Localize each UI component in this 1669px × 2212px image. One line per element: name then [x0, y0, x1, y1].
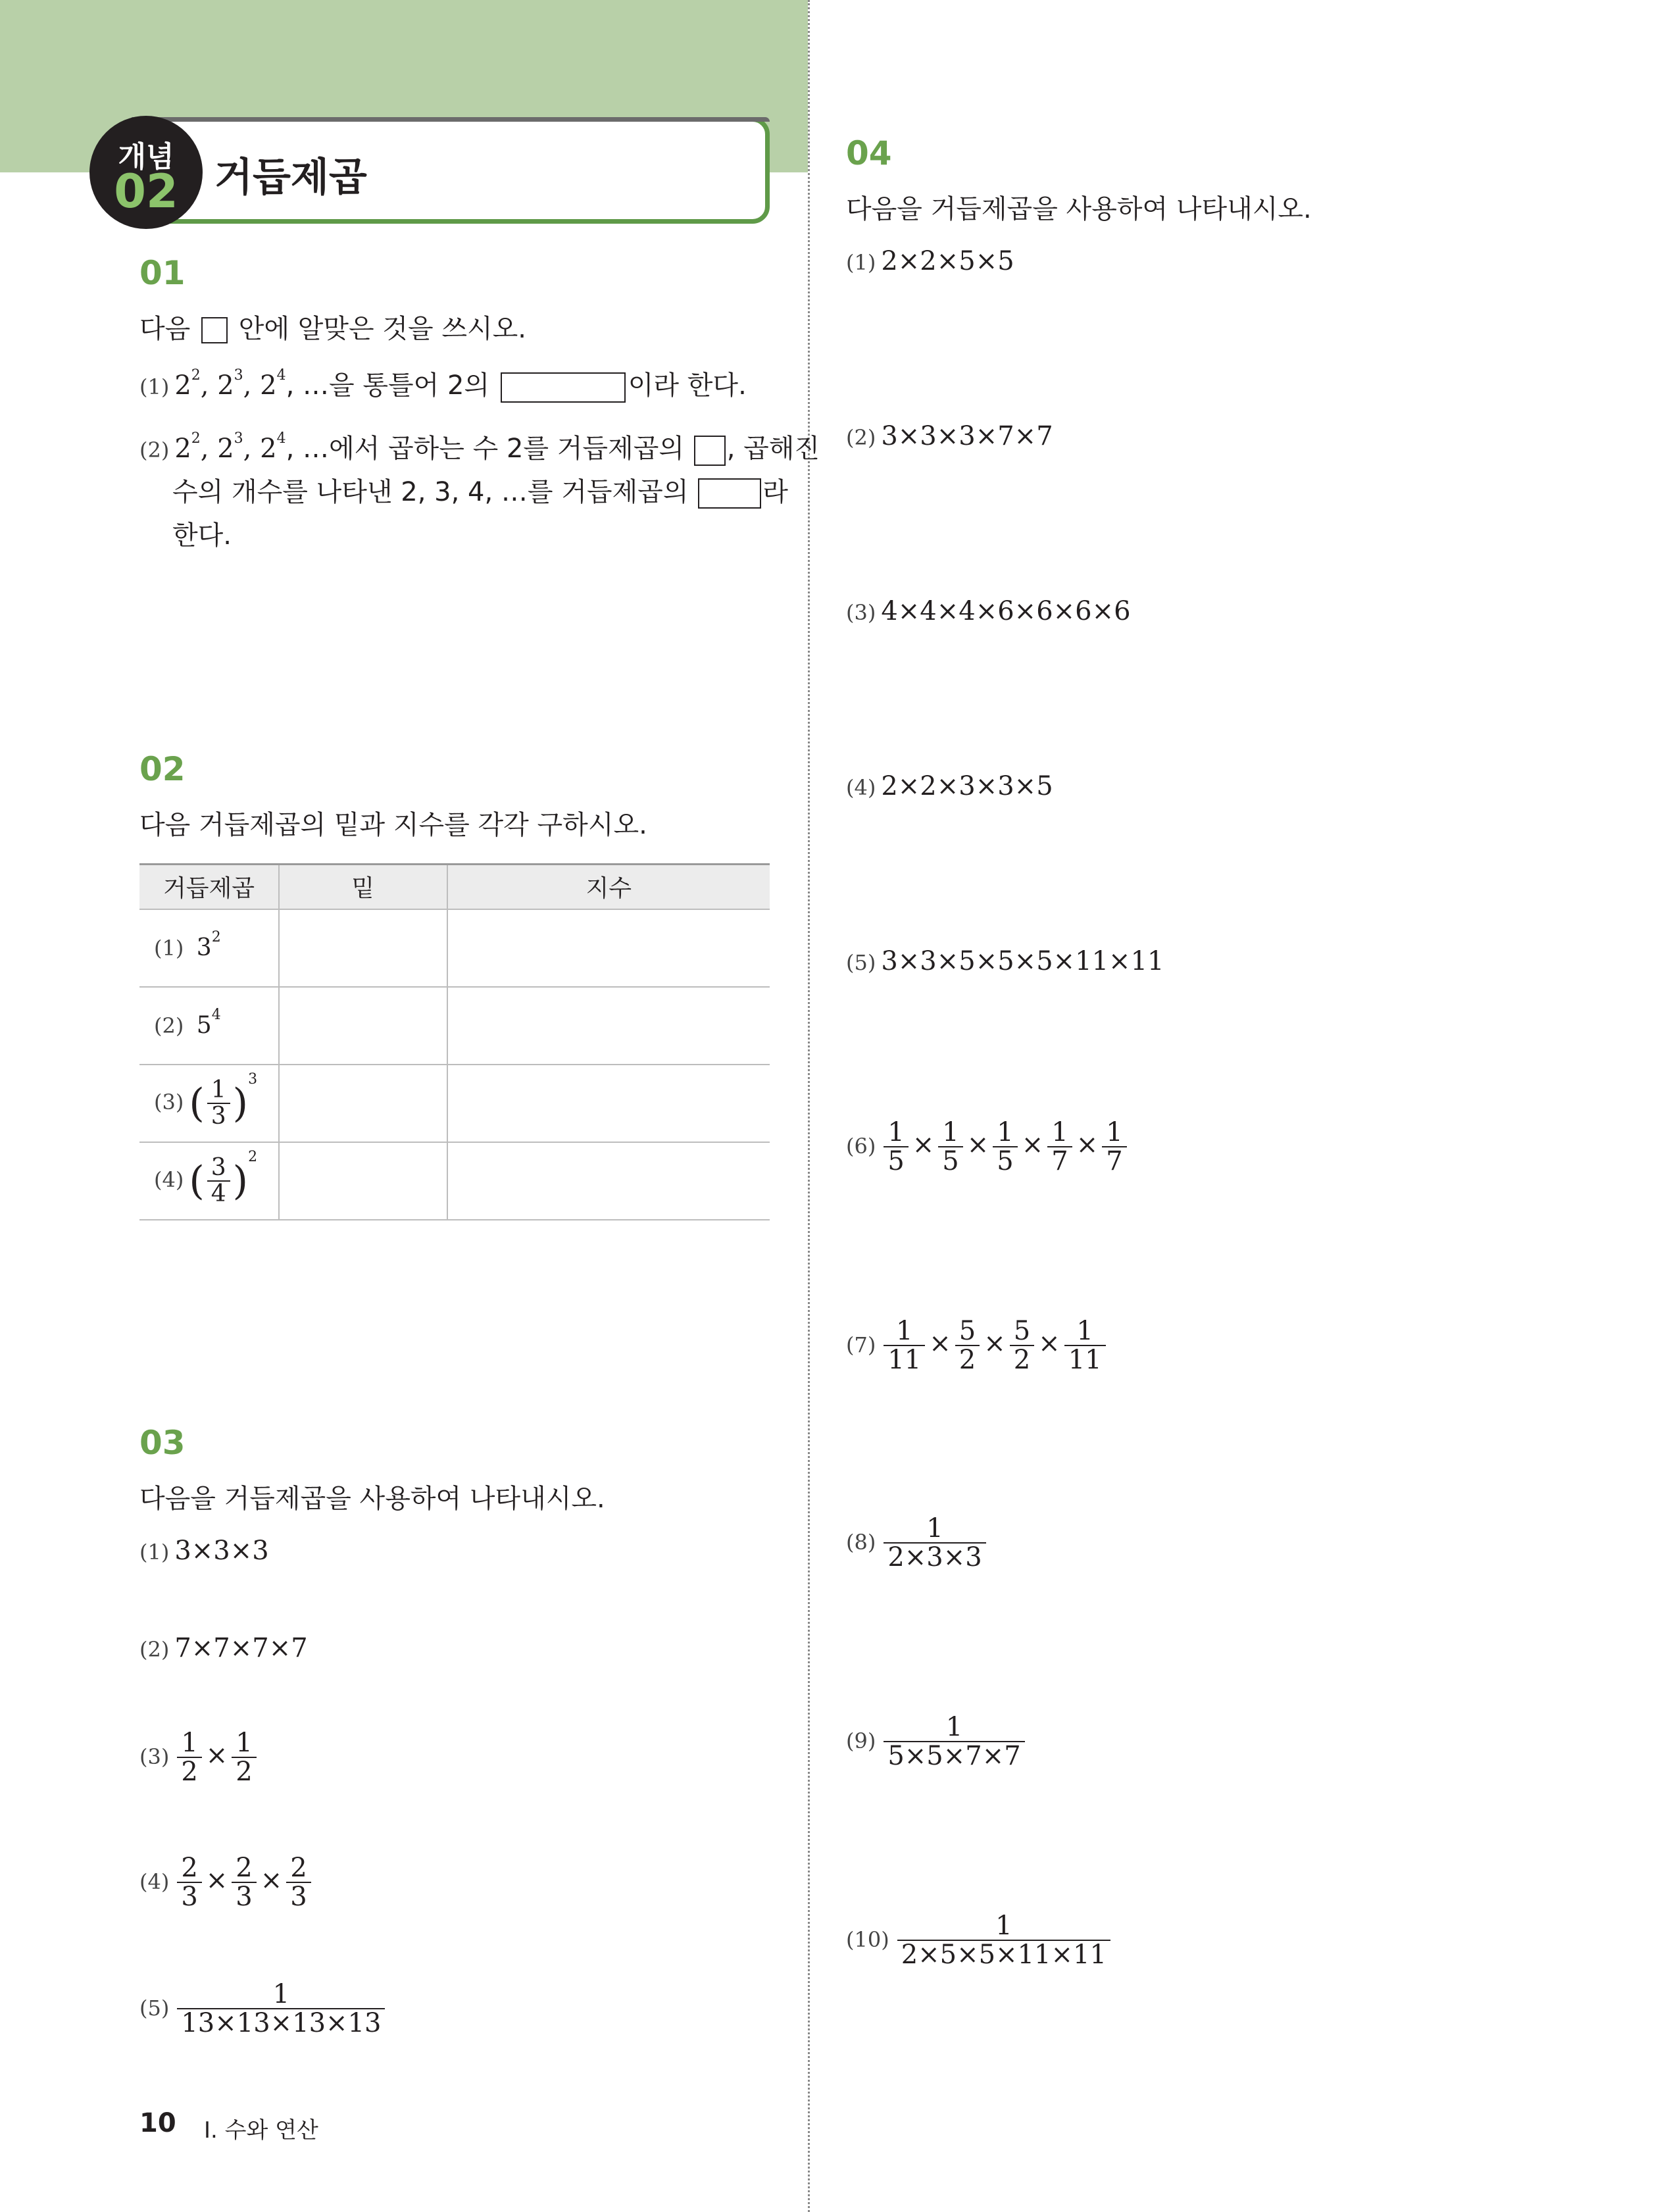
exponent: 3	[234, 430, 243, 447]
denominator: 5	[993, 1146, 1017, 1175]
fraction	[993, 1119, 1017, 1175]
problem-01-q2-line2	[172, 471, 788, 509]
problem-number-02: 02	[139, 750, 186, 788]
q-label: (4)	[139, 1869, 170, 1894]
denominator: 11	[1064, 1345, 1106, 1374]
q-label: (6)	[846, 1134, 876, 1159]
blank-box-icon	[201, 317, 228, 343]
expression: 2×2×5×5	[881, 246, 1014, 276]
answer-blank[interactable]	[501, 372, 626, 403]
fraction	[884, 1515, 985, 1571]
column-divider	[808, 0, 810, 2212]
fraction	[884, 1713, 1024, 1770]
expression: 4×4×4×6×6×6×6	[881, 596, 1131, 626]
exponent: 2	[191, 366, 201, 384]
problem-02-instruction: 다음 거듭제곱의 밑과 지수를 각각 구하시오.	[139, 810, 647, 840]
concept-badge	[89, 116, 203, 229]
q-label: (3)	[139, 1744, 170, 1769]
denominator: 5	[884, 1146, 908, 1175]
answer-blank[interactable]	[698, 478, 761, 509]
fraction	[938, 1119, 962, 1175]
problem-03-q3: (3) $\frac{1}{2}$ × $\frac{1}{2}$	[139, 1729, 259, 1786]
power-table	[139, 863, 770, 1220]
answer-cell[interactable]	[447, 909, 770, 987]
fraction	[177, 1980, 385, 2037]
numerator: 1	[926, 1513, 943, 1544]
numerator: 1	[995, 1911, 1012, 1941]
base: , 2	[243, 434, 277, 464]
q-label: (1)	[139, 1540, 170, 1565]
q-text: 라	[762, 477, 788, 507]
exponent: 3	[248, 1070, 258, 1088]
answer-cell[interactable]	[447, 1142, 770, 1220]
answer-blank[interactable]	[694, 436, 726, 466]
denominator: 5×5×7×7	[884, 1741, 1024, 1770]
fraction	[1047, 1119, 1072, 1175]
q-label: (5)	[139, 1996, 170, 2021]
problem-number-03: 03	[139, 1424, 186, 1462]
base: 2	[174, 434, 191, 464]
numerator: 1	[211, 1076, 226, 1103]
denominator: 2	[177, 1757, 201, 1786]
expression: 2×2×3×3×5	[881, 771, 1053, 801]
base: 5	[196, 1012, 212, 1039]
problem-03-q1	[139, 1536, 269, 1566]
q-text: , 곱해진	[726, 434, 820, 464]
problem-04-q4	[846, 771, 1053, 801]
expression: 3×3×3	[174, 1536, 269, 1566]
numerator: 1	[1051, 1117, 1068, 1147]
numerator: 3	[211, 1153, 226, 1181]
numerator: 1	[181, 1728, 198, 1758]
denominator: 11	[884, 1345, 925, 1374]
fraction	[177, 1729, 201, 1786]
problem-number-04: 04	[846, 134, 892, 172]
answer-cell[interactable]	[447, 1065, 770, 1142]
expression: 7×7×7×7	[174, 1633, 308, 1663]
q-text: , …을 통틀어 2의	[286, 370, 490, 401]
problem-04-q3	[846, 596, 1131, 626]
numerator: 1	[896, 1316, 913, 1346]
q-label: (1)	[846, 250, 876, 275]
exponent: 4	[276, 366, 286, 384]
fraction	[286, 1854, 311, 1911]
denominator: 4	[207, 1180, 230, 1207]
instruction-pre: 다음	[139, 314, 191, 344]
q-label: (9)	[846, 1728, 876, 1753]
problem-04-q7: (7) $\frac{1}{11}$ × $\frac{5}{2}$ × $\frac{5}{2}$ × $\frac{1}{11}$	[846, 1317, 1109, 1374]
table-row: (3) ( $\frac{1}{3}$ )$^3$	[139, 1065, 770, 1142]
numerator: 1	[1106, 1117, 1123, 1147]
numerator: 1	[1076, 1316, 1093, 1346]
denominator: 2×3×3	[884, 1542, 985, 1571]
base: , 2	[200, 434, 234, 464]
exponent: 4	[276, 430, 286, 447]
numerator: 1	[887, 1117, 905, 1147]
q-label: (7)	[846, 1332, 876, 1357]
row-label: (3)	[154, 1089, 184, 1115]
problem-03-q4: (4) $\frac{2}{3}$ × $\frac{2}{3}$ × $\frac{2}{3}$	[139, 1854, 314, 1911]
numerator: 5	[1013, 1316, 1031, 1346]
header-base: 밑	[279, 865, 447, 909]
numerator: 5	[959, 1316, 976, 1346]
answer-cell[interactable]	[279, 1142, 447, 1220]
row-label: (4)	[154, 1167, 184, 1192]
denominator: 3	[207, 1103, 230, 1129]
problem-01-q2-line3: 한다.	[172, 520, 232, 551]
numerator: 2	[181, 1853, 198, 1883]
table-row	[139, 987, 770, 1065]
exponent: 3	[234, 366, 243, 384]
row-label: (2)	[154, 1013, 184, 1038]
badge-number: 02	[114, 164, 178, 218]
denominator: 2	[1010, 1345, 1034, 1374]
problem-04-q6: (6) $\frac{1}{5}$ × $\frac{1}{5}$ × $\frac{1}{5}$ × $\frac{1}{7}$ × $\frac{1}{7}$	[846, 1119, 1130, 1175]
q-label: (10)	[846, 1927, 889, 1952]
denominator: 2×5×5×11×11	[897, 1940, 1110, 1969]
exponent: 4	[211, 1007, 221, 1023]
problem-01-q2	[139, 428, 820, 466]
answer-cell[interactable]	[279, 1065, 447, 1142]
answer-cell[interactable]	[279, 987, 447, 1065]
problem-04-q8	[846, 1515, 989, 1571]
q-text: , …에서 곱하는 수 2를 거듭제곱의	[286, 434, 684, 464]
exponent: 2	[211, 929, 221, 945]
instruction-post: 안에 알맞은 것을 쓰시오.	[238, 314, 526, 344]
q-label: (2)	[846, 425, 876, 450]
q-text-end: 이라 한다.	[628, 370, 747, 401]
numerator: 1	[942, 1117, 959, 1147]
q-label: (5)	[846, 950, 876, 975]
denominator: 3	[177, 1882, 201, 1911]
fraction	[232, 1854, 256, 1911]
answer-cell[interactable]	[447, 987, 770, 1065]
base: 2	[174, 370, 191, 401]
denominator: 3	[286, 1882, 311, 1911]
fraction	[897, 1912, 1110, 1969]
problem-04-q9	[846, 1713, 1028, 1770]
denominator: 7	[1102, 1146, 1126, 1175]
q-label: (8)	[846, 1530, 876, 1555]
base: 3	[196, 934, 212, 961]
problem-number-01: 01	[139, 254, 186, 292]
fraction	[1010, 1317, 1034, 1374]
numerator: 1	[997, 1117, 1014, 1147]
fraction	[1064, 1317, 1106, 1374]
badge-label: 개념	[118, 140, 174, 174]
denominator: 13×13×13×13	[177, 2008, 385, 2037]
base: , 2	[243, 370, 277, 401]
denominator: 7	[1047, 1146, 1072, 1175]
q-label: (1)	[139, 374, 170, 399]
numerator: 1	[945, 1712, 963, 1742]
exponent: 2	[191, 430, 201, 447]
denominator: 2	[232, 1757, 256, 1786]
numerator: 2	[236, 1853, 253, 1883]
page-title: 거듭제곱	[214, 155, 367, 201]
page-number: 10	[139, 2108, 176, 2138]
problem-04-q1	[846, 246, 1014, 276]
fraction	[884, 1119, 908, 1175]
q-label: (4)	[846, 775, 876, 800]
numerator: 2	[290, 1853, 307, 1883]
base: , 2	[200, 370, 234, 401]
problem-01-q1	[139, 364, 747, 403]
q-label: (3)	[846, 600, 876, 625]
problem-01-instruction	[139, 308, 526, 345]
fraction	[232, 1729, 256, 1786]
problem-04-instruction: 다음을 거듭제곱을 사용하여 나타내시오.	[846, 194, 1312, 224]
q-label: (2)	[139, 438, 170, 463]
expression: 3×3×5×5×5×11×11	[881, 946, 1164, 976]
denominator: 5	[938, 1146, 962, 1175]
row-label: (1)	[154, 936, 184, 961]
problem-03-q2	[139, 1633, 308, 1663]
fraction	[207, 1155, 230, 1207]
problem-04-q10	[846, 1912, 1113, 1969]
table-row: (4) ( $\frac{3}{4}$ )$^2$	[139, 1142, 770, 1220]
denominator: 3	[232, 1882, 256, 1911]
section-label: I. 수와 연산	[204, 2117, 318, 2144]
problem-04-q2	[846, 421, 1053, 451]
problem-03-q5	[139, 1980, 387, 2037]
numerator: 1	[272, 1979, 290, 2009]
fraction	[884, 1317, 925, 1374]
table-row	[139, 909, 770, 987]
numerator: 1	[236, 1728, 253, 1758]
fraction	[955, 1317, 980, 1374]
problem-04-q5	[846, 946, 1164, 976]
q-text: 수의 개수를 나타낸 2, 3, 4, …를 거듭제곱의	[172, 477, 689, 507]
denominator: 2	[955, 1345, 980, 1374]
exponent: 2	[248, 1148, 258, 1165]
expression: 3×3×3×7×7	[881, 421, 1053, 451]
fraction	[177, 1854, 201, 1911]
header-power: 거듭제곱	[139, 865, 279, 909]
fraction	[207, 1078, 230, 1129]
header-exponent: 지수	[447, 865, 770, 909]
answer-cell[interactable]	[279, 909, 447, 987]
q-label: (2)	[139, 1637, 170, 1662]
problem-03-instruction: 다음을 거듭제곱을 사용하여 나타내시오.	[139, 1484, 605, 1514]
fraction	[1102, 1119, 1126, 1175]
